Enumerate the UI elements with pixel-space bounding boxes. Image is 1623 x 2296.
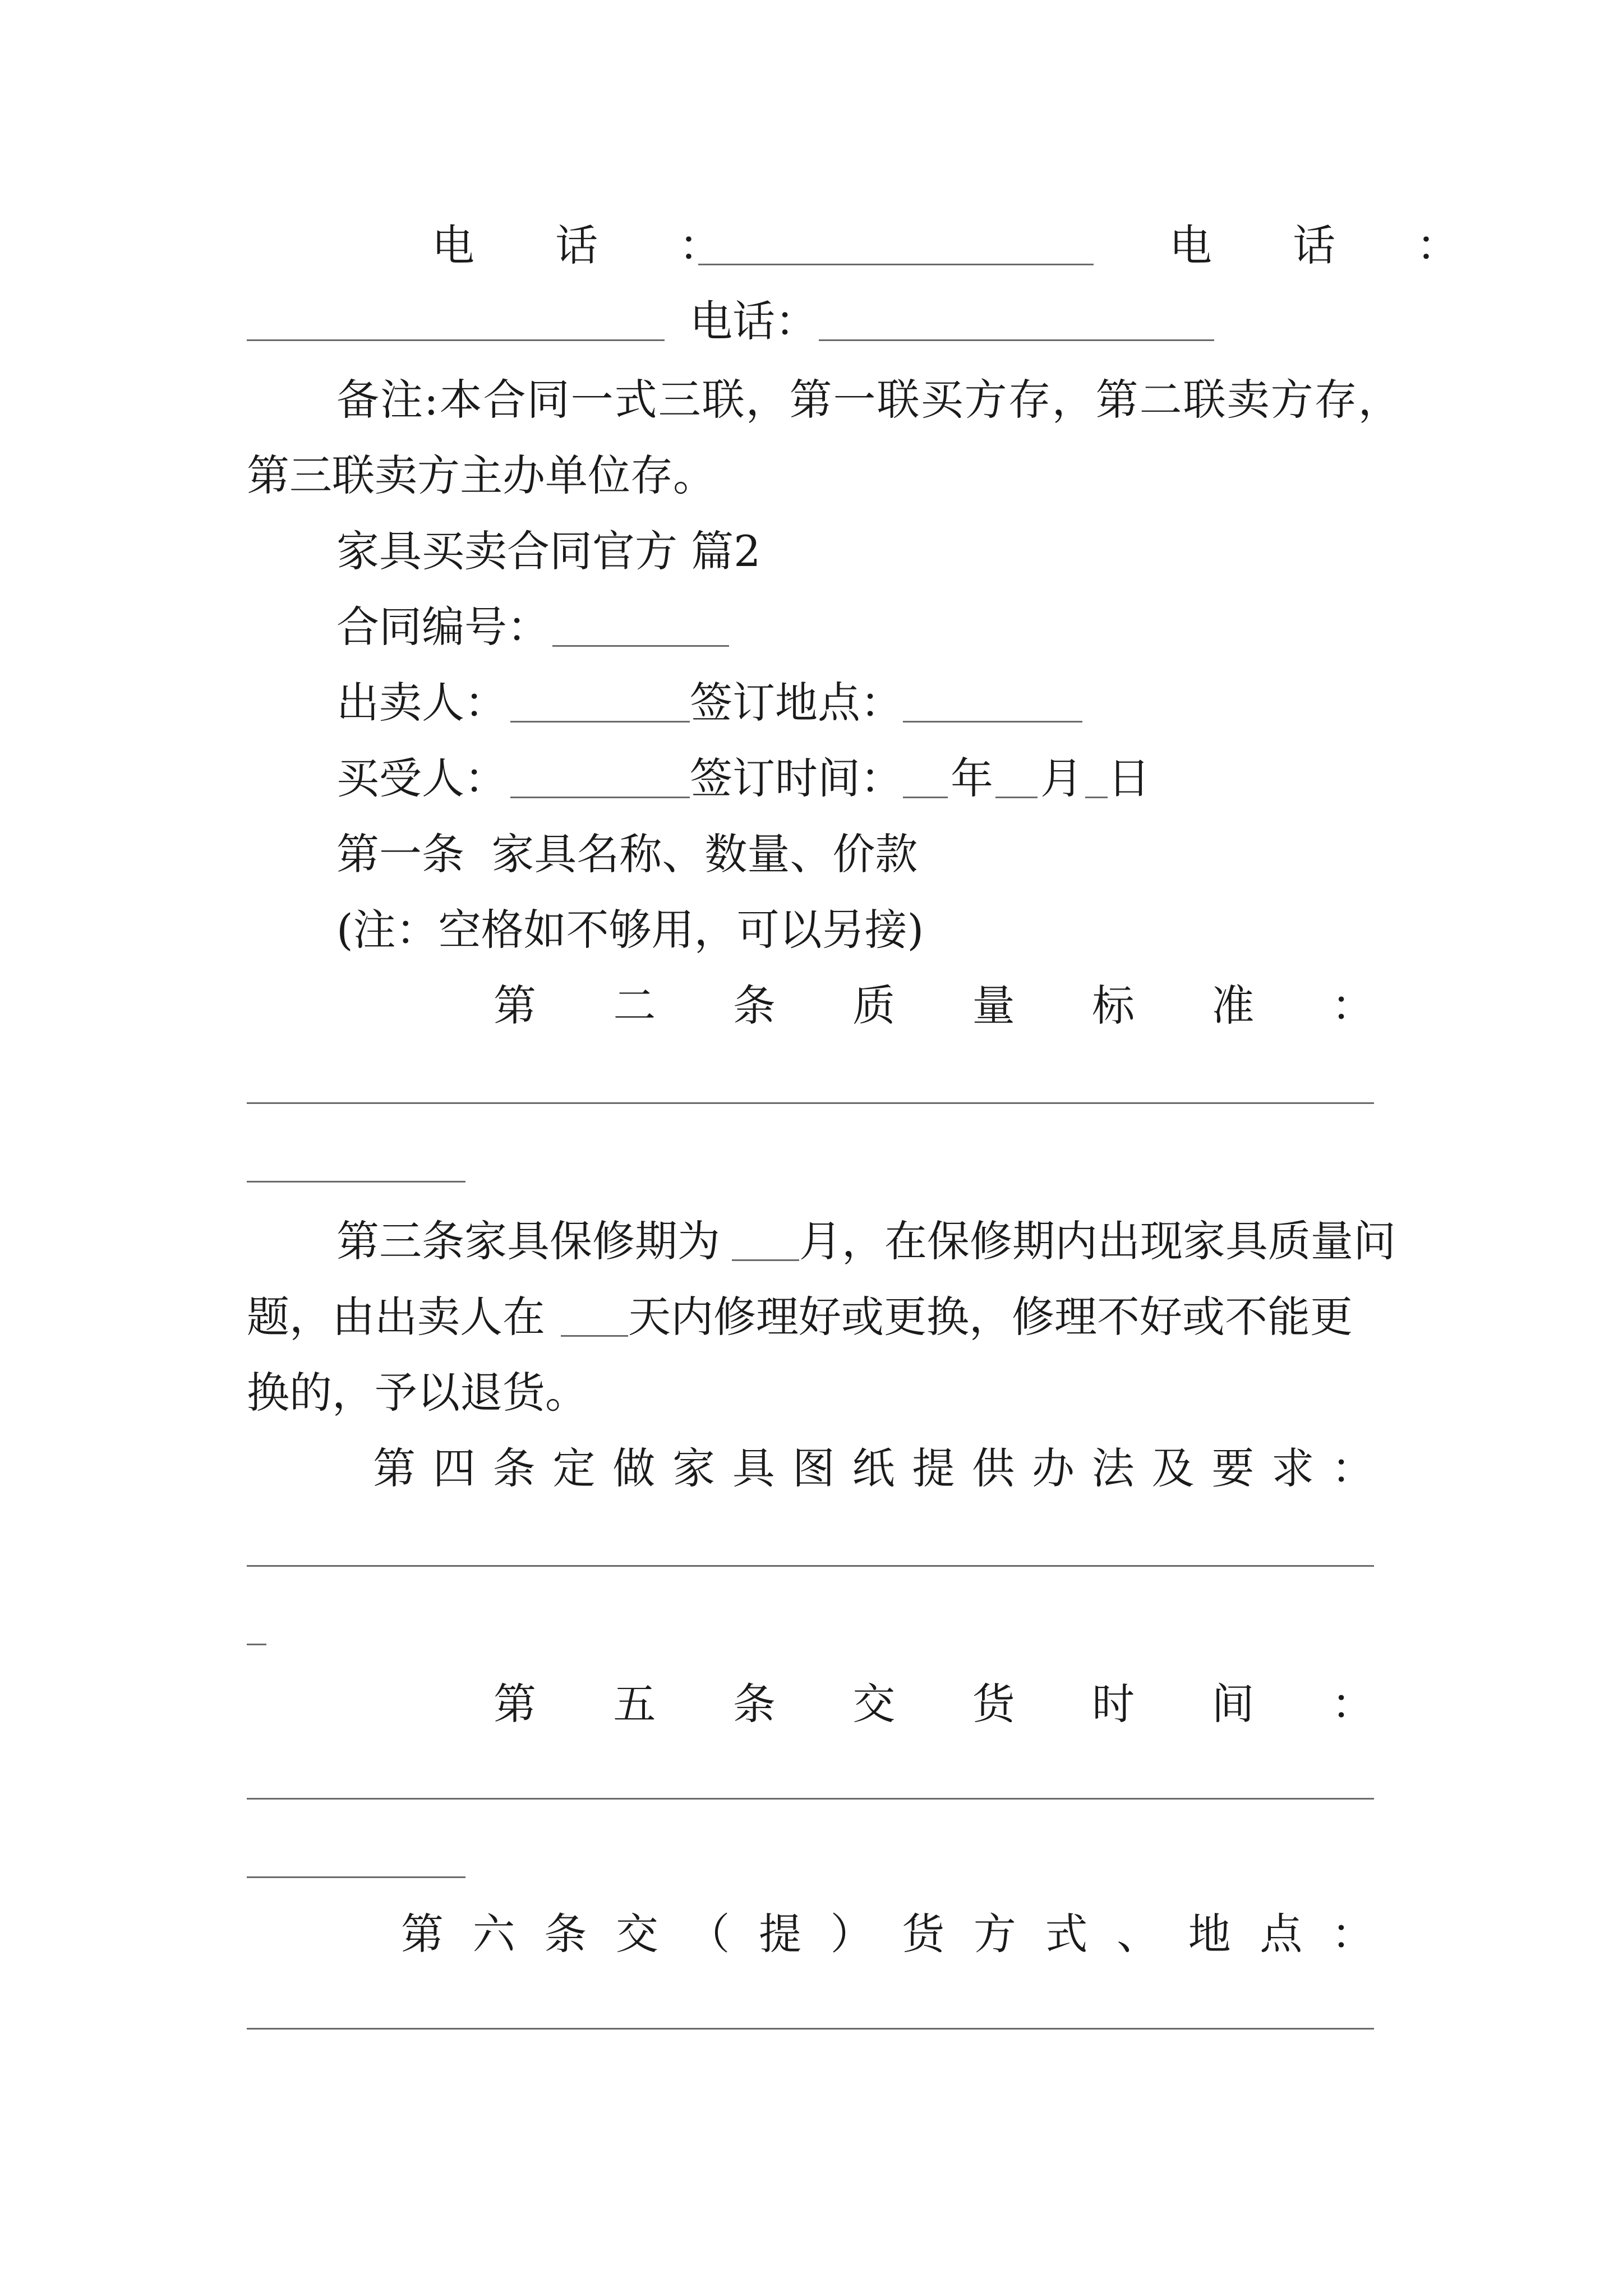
article-4-char: 要 (1211, 1443, 1255, 1493)
article-6-char: 提 (759, 1909, 802, 1959)
article-4-blank-1 (247, 1565, 1374, 1567)
article-4-char: 第 (373, 1443, 416, 1493)
article-4-char: 条 (492, 1443, 536, 1493)
article-6-char: 式 (1045, 1909, 1088, 1959)
article-4-char: 四 (432, 1443, 476, 1493)
contract-no-label: 合同编号： (336, 602, 550, 652)
article-4 (373, 1443, 1374, 1493)
article-6-char: 第 (401, 1909, 444, 1959)
article-2-char: 第 (494, 981, 536, 1030)
article-6 (401, 1909, 1374, 1959)
article-3-line-3: 换的，予以退货。 (247, 1368, 588, 1418)
phone-blank-a (698, 264, 1094, 265)
article-4-char: 及 (1151, 1443, 1195, 1493)
article-6-char: （ (687, 1909, 730, 1959)
article-5-char: 交 (852, 1679, 896, 1729)
article-6-blank-1 (247, 2028, 1374, 2030)
article-4-char: 办 (1031, 1443, 1075, 1493)
warranty-months-blank (732, 1259, 799, 1261)
article-6-char: 点 (1260, 1909, 1303, 1959)
month-blank (995, 797, 1038, 798)
article-6-char: 地 (1188, 1909, 1231, 1959)
article-3-line-1b: 月，在保修期内出现家具质量问 (799, 1216, 1396, 1266)
contract-no-blank (552, 645, 729, 647)
article-5-blank-2 (247, 1876, 465, 1878)
note-line-2: 第三联卖方主办单位存。 (247, 450, 716, 500)
month-label: 月 (1040, 753, 1083, 803)
article-2-char: 二 (613, 981, 656, 1030)
year-blank (903, 797, 948, 798)
article-6-char: 条 (544, 1909, 587, 1959)
article-4-char: 图 (792, 1443, 835, 1493)
sign-time-label: 签订时间： (690, 753, 903, 803)
article-2-char: 标 (1092, 981, 1135, 1030)
article-4-char: 具 (732, 1443, 775, 1493)
article-6-char: 、 (1117, 1909, 1160, 1959)
article-6-char: ： (1331, 1909, 1374, 1959)
phone-label-c: 电话： (690, 296, 818, 346)
note-line-1: 备注:本合同一式三联，第一联买方存，第二联卖方存， (336, 375, 1402, 425)
article-1: 第一条 家具名称、数量、价款 (336, 829, 918, 879)
article-4-char: 定 (552, 1443, 596, 1493)
phone-label-a: 电 话 ： (432, 220, 755, 270)
buyer-blank (510, 797, 690, 798)
article-2-blank-2 (247, 1181, 465, 1182)
phone-blank-c (819, 339, 1214, 341)
article-4-char: 法 (1091, 1443, 1135, 1493)
article-2-blank-1 (247, 1102, 1374, 1104)
article-1-note: (注：空格如不够用，可以另接) (336, 905, 924, 955)
article-5-blank-1 (247, 1798, 1374, 1800)
phone-blank-b (247, 339, 665, 341)
article-6-char: ） (830, 1909, 873, 1959)
seller-blank (510, 721, 690, 723)
article-5-char: 货 (972, 1679, 1015, 1729)
day-label: 日 (1108, 753, 1150, 803)
article-2-char: 量 (972, 981, 1015, 1030)
article-4-char: 求 (1271, 1443, 1315, 1493)
repair-days-blank (561, 1335, 628, 1337)
article-2-char: 质 (852, 981, 896, 1030)
article-5-char: 第 (494, 1679, 536, 1729)
article-5-char: 时 (1092, 1679, 1135, 1729)
article-5-char: 五 (613, 1679, 656, 1729)
day-blank (1085, 797, 1108, 798)
article-6-char: 货 (902, 1909, 945, 1959)
article-4-char: 家 (672, 1443, 716, 1493)
seller-label: 出卖人： (336, 678, 507, 728)
year-label: 年 (951, 753, 993, 803)
article-4-char: 供 (972, 1443, 1015, 1493)
sign-place-label: 签订地点： (690, 678, 903, 728)
article-2-char: 条 (732, 981, 776, 1030)
article-3-line-2b: 天内修理好或更换，修理不好或不能更 (628, 1292, 1353, 1342)
article-5-char: 间 (1211, 1679, 1255, 1729)
article-5-char: 条 (732, 1679, 776, 1729)
article-5-char: ： (1331, 1679, 1374, 1729)
article-4-char: 做 (612, 1443, 656, 1493)
phone-label-b: 电 话 ： (1169, 220, 1493, 270)
buyer-label: 买受人： (336, 753, 507, 803)
article-2-char: 准 (1211, 981, 1255, 1030)
sign-place-blank (903, 721, 1082, 723)
section-title: 家具买卖合同官方 篇2 (336, 526, 761, 576)
article-6-char: 交 (615, 1909, 658, 1959)
article-4-blank-2 (247, 1644, 266, 1645)
article-4-char: 提 (912, 1443, 955, 1493)
article-6-char: 六 (472, 1909, 515, 1959)
article-6-char: 方 (973, 1909, 1016, 1959)
article-3-line-1a: 第三条家具保修期为 (336, 1216, 720, 1266)
article-4-char: ： (1331, 1443, 1374, 1493)
article-3-line-2a: 题，由出卖人在 (247, 1292, 545, 1342)
article-2 (494, 981, 1374, 1030)
article-5 (494, 1679, 1374, 1729)
article-4-char: 纸 (852, 1443, 895, 1493)
article-2-char: ： (1331, 981, 1374, 1030)
